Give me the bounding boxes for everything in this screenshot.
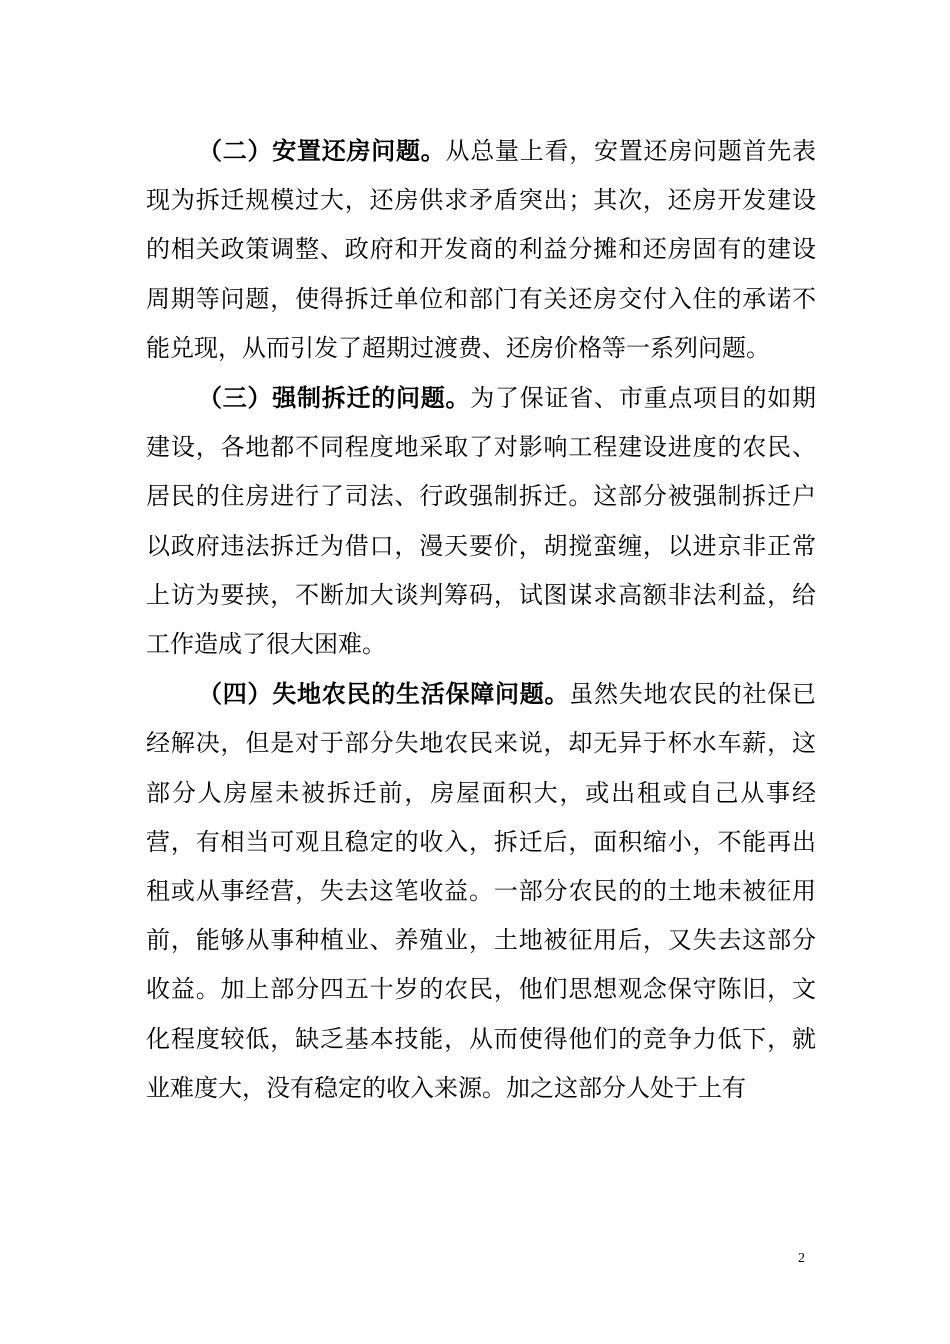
paragraph-heading: （三）强制拆迁的问题。: [198, 383, 471, 413]
paragraph-forced-demolition: [146, 373, 816, 669]
body-text: [146, 126, 816, 1113]
paragraph-text: 从总量上看，安置还房问题首先表现为拆迁规模过大，还房供求矛盾突出；其次，还房开发建设的相关政策调整、政府和开发商的利益分摊和还房固有的建设周期等问题，使得拆迁单位和部门有关还房交付入住的承诺不能兑现，从而引发了超期过渡费、还房价格等一系列问题。: [146, 137, 816, 362]
paragraph-landless-farmers: [146, 669, 816, 1113]
paragraph-heading: （四）失地农民的生活保障问题。: [198, 679, 570, 709]
page-number: 2: [798, 1251, 805, 1266]
paragraph-resettlement-housing: [146, 126, 816, 373]
paragraph-text: 为了保证省、市重点项目的如期建设，各地都不同程度地采取了对影响工程建设进度的农民、居民的住房进行了司法、行政强制拆迁。这部分被强制拆迁户以政府违法拆迁为借口，漫天要价，胡搅蛮缠，以进京非正常上访为要挟，不断加大谈判筹码，试图谋求高额非法利益，给工作造成了很大困难。: [146, 384, 816, 659]
paragraph-heading: （二）安置还房问题。: [198, 136, 446, 165]
paragraph-text: 虽然失地农民的社保已经解决，但是对于部分失地农民来说，却无异于杯水车薪，这部分人房屋未被拆迁前，房屋面积大，或出租或自己从事经营，有相当可观且稳定的收入，拆迁后，面积缩小，不能再出租或从事经营，失去这笔收益。一部分农民的的土地未被征用前，能够从事种植业、养殖业，土地被征用后，又失去这部分收益。加上部分四五十岁的农民，他们思想观念保守陈旧，文化程度较低，缺乏基本技能，从而使得他们的竞争力低下，就业难度大，没有稳定的收入来源。加之这部分人处于上有: [146, 680, 816, 1102]
